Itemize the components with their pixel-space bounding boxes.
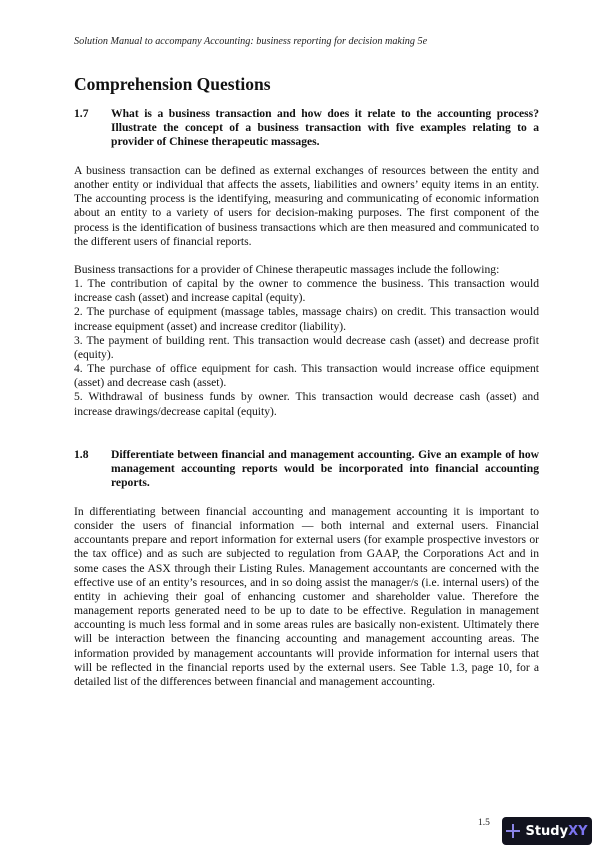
list-item: 2. The purchase of equipment (massage tables, massage chairs) on credit. This transaction would increase equipment (asset) and increase creditor (liability).: [74, 305, 539, 333]
list-item: 3. The payment of building rent. This transaction would decrease cash (asset) and decrease profit (equity).: [74, 333, 539, 361]
brand-name-main: Study: [525, 823, 569, 839]
brand-name-accent: XY: [568, 823, 588, 839]
page-number: 1.5: [478, 818, 490, 828]
answer-1-8: [74, 505, 539, 689]
question-1-7: [74, 107, 539, 150]
studyxy-badge[interactable]: [502, 817, 592, 845]
question-prompt: Differentiate between financial and management accounting. Give an example of how management accounting reports would be incorporated into financial accounting reports.: [111, 448, 539, 490]
plus-icon: [506, 824, 520, 838]
question-1-8: [74, 448, 539, 491]
running-header: Solution Manual to accompany Accounting: business reporting for decision making 5e: [74, 36, 428, 47]
answer-paragraph: A business transaction can be defined as external exchanges of resources between the entity and another entity or individual that affects the assets, liabilities and owners’ equity items in an entity. The accounting process is the identifying, measuring and communicating of economic information about an entity to a variety of users for decision-making purposes. The first component of the process is the identification of business transactions which are then measured and communicated to the different users of financial reports.: [74, 164, 539, 248]
transaction-list: [74, 263, 539, 419]
list-item: 1. The contribution of capital by the owner to commence the business. This transaction would increase cash (asset) and increase capital (equity).: [74, 277, 539, 305]
list-item: 4. The purchase of office equipment for cash. This transaction would increase office equipment (asset) and decrease cash (asset).: [74, 362, 539, 390]
question-number: 1.7: [74, 107, 89, 120]
question-prompt: What is a business transaction and how does it relate to the accounting process? Illustrate the concept of a business transaction with five examples relating to a provider of Chinese therapeutic massages.: [111, 107, 539, 149]
question-number: 1.8: [74, 448, 89, 461]
list-intro: Business transactions for a provider of Chinese therapeutic massages include the following:: [74, 263, 500, 276]
brand-name: [525, 824, 587, 839]
answer-1-7: [74, 164, 539, 249]
section-title: Comprehension Questions: [74, 74, 271, 94]
answer-paragraph: In differentiating between financial accounting and management accounting it is important to consider the users of financial information — both internal and external users. Financial accountants prepare and report information for external users (for example prospective investors or the tax office) and as such are subjected to regulation from GAAP, the Corporations Act and in some cases the ASX through their Listing Rules. Management accountants are concerned with the effective use of an entity’s resources, and in so doing assist the manager/s (i.e. internal users) of the entity in achieving their goal of enhancing customer and shareholder value. Therefore the management reports generated need to be up to date to be effective. Regulation in management accounting is much less formal and in some areas rules are basically non-existent. Ultimately there will be interaction between the financing accounting and management accounting areas. The information provided by management accountants will provide information for internal users that will be reflected in the financial reports used by the external users. See Table 1.3, page 10, for a detailed list of the differences between financial and management accounting.: [74, 505, 539, 688]
list-item: 5. Withdrawal of business funds by owner. This transaction would decrease cash (asset) and increase drawings/decrease capital (equity).: [74, 390, 539, 418]
